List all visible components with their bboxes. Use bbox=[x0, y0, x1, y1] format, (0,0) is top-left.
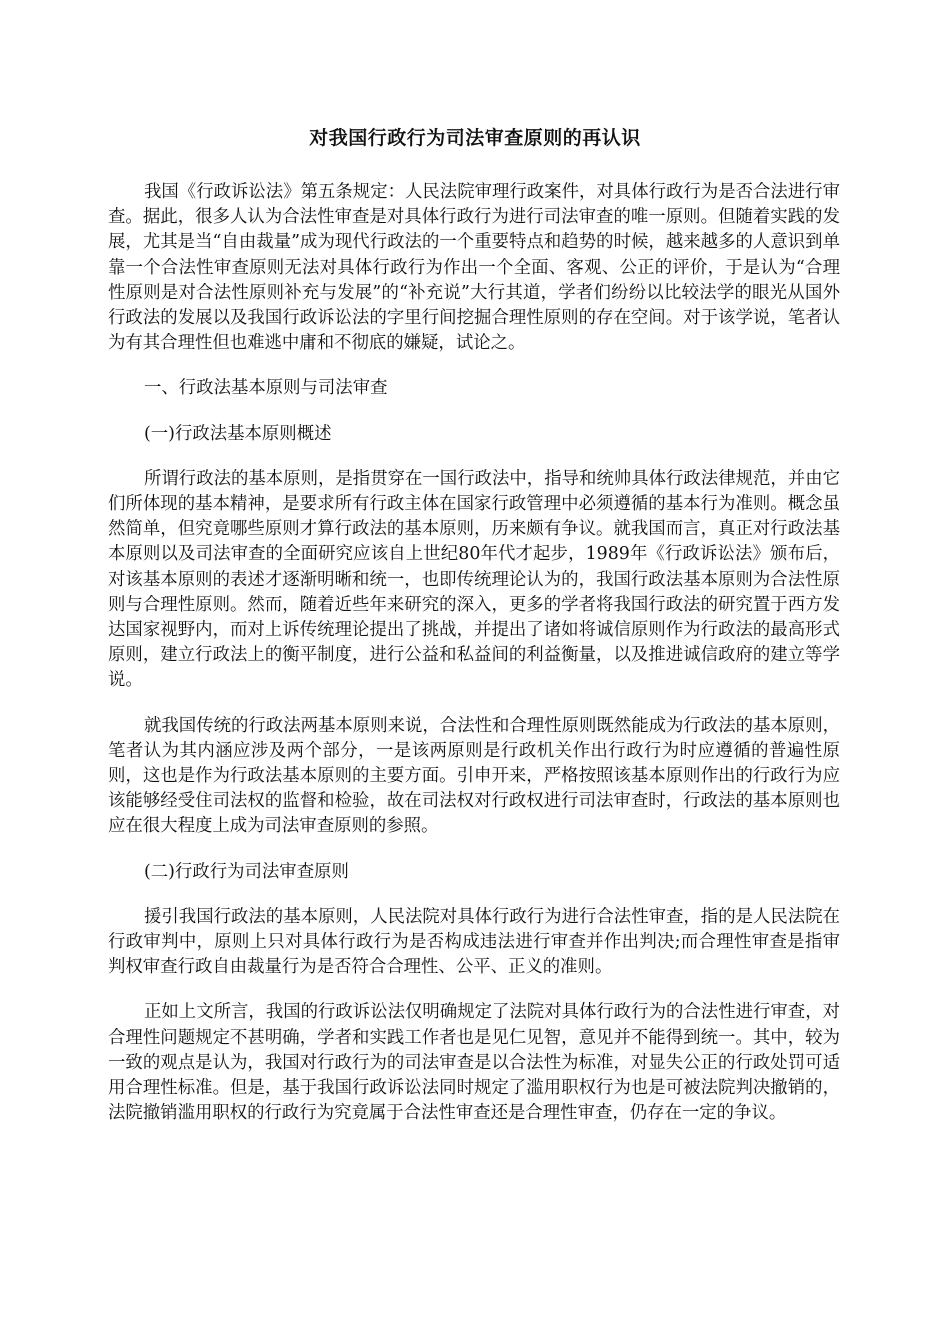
paragraph-basic-principles: 所谓行政法的基本原则，是指贯穿在一国行政法中，指导和统帅具体行政法律规范，并由它们所体现的基本精神，是要求所有行政主体在国家行政管理中必须遵循的基本行为准则。概念虽然简单，但究竟哪些原则才算行政法的基本原则，历来颇有争议。就我国而言，真正对行政法基本原则以及司法审查的全面研究应该自上世纪80年代才起步，1989年《行政诉讼法》颁布后，对该基本原则的表述才逐渐明晰和统一，也即传统理论认为的，我国行政法基本原则为合法性原则与合理性原则。然而，随着近些年来研究的深入，更多的学者将我国行政法的研究置于西方发达国家视野内，而对上诉传统理论提出了挑战，并提出了诸如将诚信原则作为行政法的最高形式原则，建立行政法上的衡平制度，进行公益和私益间的利益衡量，以及推进诚信政府的建立等学说。 bbox=[108, 468, 840, 691]
subsection-heading-1-2: (二)行政行为司法审查原则 bbox=[144, 861, 349, 882]
paragraph-controversy: 正如上文所言，我国的行政诉讼法仅明确规定了法院对具体行政行为的合法性进行审查，对合理性问题规定不甚明确，学者和实践工作者也是见仁见智，意见并不能得到统一。其中，较为一致的观点是认为，我国对行政行为的司法审查是以合法性为标准，对显失公正的行政处罚可适用合理性标准。但是，基于我国行政诉讼法同时规定了滥用职权行为也是可被法院判决撤销的，法院撤销滥用职权的行政行为究竟属于合法性审查还是合理性审查，仍存在一定的争议。 bbox=[108, 1002, 840, 1124]
document-body bbox=[108, 180, 840, 1147]
paragraph-review-principles: 援引我国行政法的基本原则，人民法院对具体行政行为进行合法性审查，指的是人民法院在行政审判中，原则上只对具体行政行为是否构成违法进行审查并作出判决;而合理性审查是指审判权审查行政自由裁量行为是否符合合理性、公平、正义的准则。 bbox=[108, 906, 840, 978]
paragraph-two-principles: 就我国传统的行政法两基本原则来说，合法性和合理性原则既然能成为行政法的基本原则，笔者认为其内涵应涉及两个部分，一是该两原则是行政机关作出行政行为时应遵循的普遍性原则，这也是作为行政法基本原则的主要方面。引申开来，严格按照该基本原则作出的行政行为应该能够经受住司法权的监督和检验，故在司法权对行政权进行司法审查时，行政法的基本原则也应在很大程度上成为司法审查原则的参照。 bbox=[108, 715, 840, 837]
paragraph-intro: 我国《行政诉讼法》第五条规定：人民法院审理行政案件，对具体行政行为是否合法进行审查。据此，很多人认为合法性审查是对具体行政行为进行司法审查的唯一原则。但随着实践的发展，尤其是当“自由裁量”成为现代行政法的一个重要特点和趋势的时候，越来越多的人意识到单靠一个合法性审查原则无法对具体行政行为作出一个全面、客观、公正的评价，于是认为“合理性原则是对合法性原则补充与发展”的“补充说”大行其道，学者们纷纷以比较法学的眼光从国外行政法的发展以及我国行政诉讼法的字里行间挖掘合理性原则的存在空间。对于该学说，笔者认为有其合理性但也难逃中庸和不彻底的嫌疑，试论之。 bbox=[108, 182, 840, 354]
subsection-heading-1-1: (一)行政法基本原则概述 bbox=[144, 423, 332, 444]
section-heading-1: 一、行政法基本原则与司法审查 bbox=[144, 378, 388, 399]
document-title: 对我国行政行为司法审查原则的再认识 bbox=[309, 127, 641, 149]
